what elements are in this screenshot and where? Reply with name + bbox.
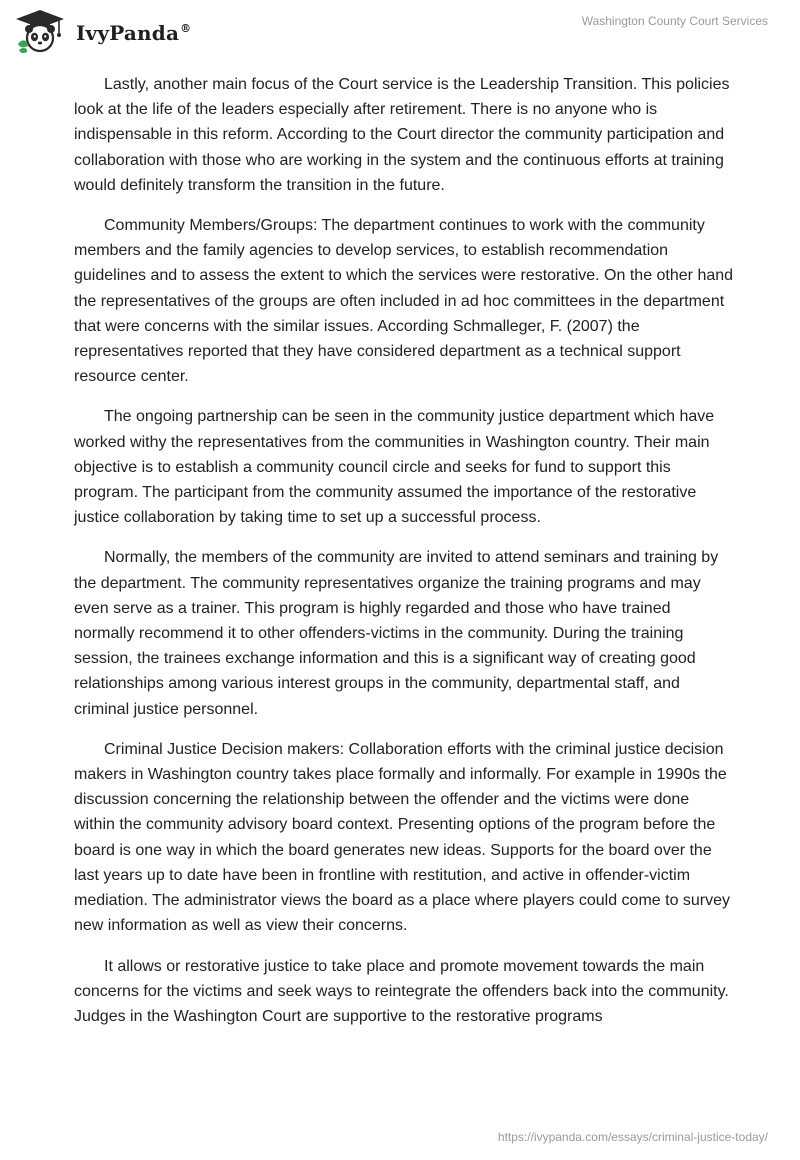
paragraph: Community Members/Groups: The department continues to work with the community members and the family agencies to develop services, to establish recommendation guidelines and to assess the extent to which the services were restorative. On the other hand the representatives of the groups are often included in ad hoc committees in the department that were concerns with the similar issues. According Schmalleger, F. (2007) the representatives reported that they have considered department as a technical support resource center. <box>74 217 734 386</box>
page-header <box>0 0 800 60</box>
brand-logo[interactable] <box>14 8 191 54</box>
paragraph: It allows or restorative justice to take place and promote movement towards the main concerns for the victims and seek ways to reintegrate the offenders back into the community. Judges in the Washington Court are supportive to the restorative programs <box>74 957 729 1025</box>
paragraph: Lastly, another main focus of the Court service is the Leadership Transition. This policies look at the life of the leaders especially after retirement. There is no anyone who is indispensable in this reform. According to the Court director the community participation and collaboration with those who are working in the system and the continuous efforts at training would definitely transform the transition in the future. <box>74 76 730 194</box>
paragraph: Normally, the members of the community are invited to attend seminars and training by the department. The community representatives organize the training programs and may even serve as a trainer. This program is highly regarded and those who have trained normally recommend it to other offenders-victims in the community. During the training session, the trainees exchange information and this is a significant way of creating good relationships among various interest groups in the community, departmental staff, and criminal justice personnel. <box>74 549 719 718</box>
source-url[interactable]: https://ivypanda.com/essays/criminal-justice-today/ <box>497 1130 768 1144</box>
paragraph: The ongoing partnership can be seen in the community justice department which have worked withy the representatives from the communities in Washington country. Their main objective is to establish a community council circle and seeks for fund to support this program. The participant from the community assumed the importance of the restorative justice collaboration by taking time to set up a successful process. <box>74 408 715 527</box>
paragraph: Criminal Justice Decision makers: Collaboration efforts with the criminal justice decision makers in Washington country takes place formally and informally. For example in 1990s the discussion concerning the relationship between the offender and the victims were done within the community advisory board context. Presenting options of the program before the board is one way in which the board generates new ideas. Supports for the board over the last years up to date have been in frontline with restitution, and active in offender-victim mediation. The administrator views the board as a place where players could come to survey new information as well as view their concerns. <box>74 740 731 935</box>
brand-name-text: IvyPanda <box>76 21 180 45</box>
registered-mark: ® <box>180 22 192 36</box>
document-title: Washington County Court Services <box>581 14 768 28</box>
panda-graduate-icon <box>14 8 66 54</box>
brand-name <box>76 21 191 45</box>
essay-body <box>74 72 734 1044</box>
